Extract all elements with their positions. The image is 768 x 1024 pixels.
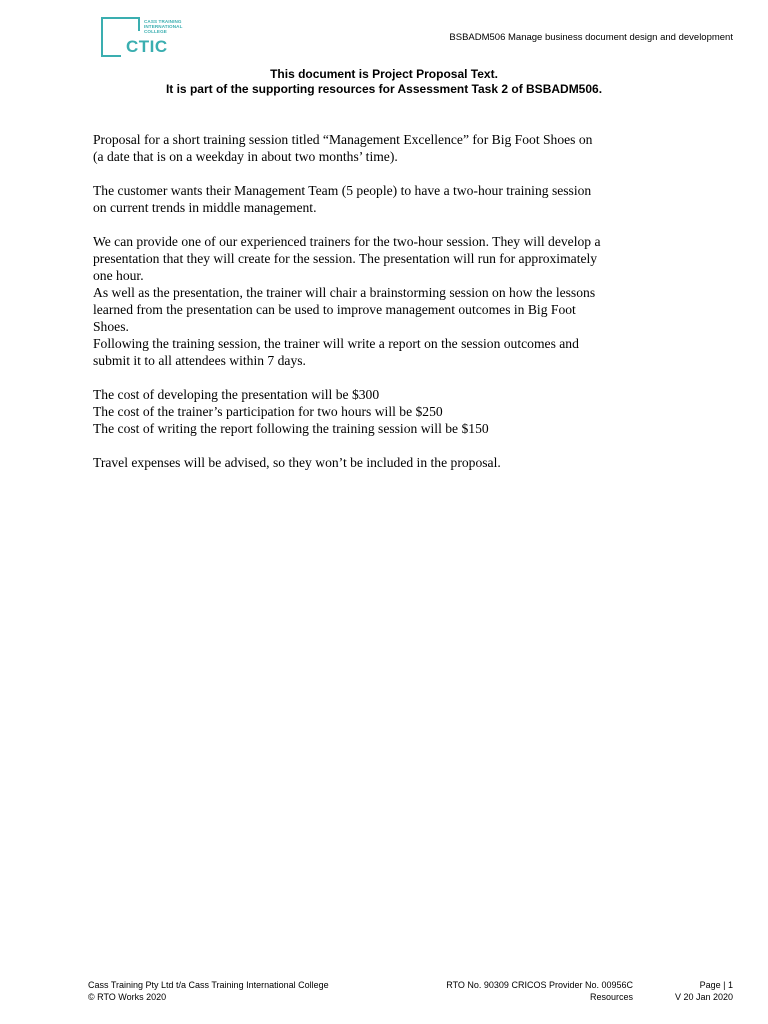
- header-unit-title: BSBADM506 Manage business document design and development: [449, 32, 733, 43]
- logo-small-line1: CASS TRAINING: [144, 19, 182, 24]
- title-line-2: It is part of the supporting resources for Assessment Task 2 of BSBADM506.: [165, 82, 603, 96]
- ctic-logo: [101, 17, 201, 59]
- logo-acronym: CTIC: [126, 37, 168, 56]
- document-body: [93, 131, 683, 471]
- footer-rto: RTO No. 90309 CRICOS Provider No. 00956C: [446, 980, 633, 990]
- body-line: Following the training session, the trainer will write a report on the session outcomes and: [93, 336, 579, 351]
- logo-small-line2: INTERNATIONAL: [144, 24, 183, 30]
- cost-line: The cost of the trainer’s participation for two hours will be $250: [93, 404, 443, 419]
- footer-company: Cass Training Pty Ltd t/a Cass Training International College: [88, 980, 329, 990]
- logo-college-name: [144, 19, 204, 35]
- body-line: Proposal for a short training session titled “Management Excellence” for Big Foot Shoes on: [93, 132, 593, 147]
- footer-right: [675, 979, 733, 1003]
- body-line: Shoes.: [93, 319, 129, 334]
- logo-frame: [101, 17, 121, 57]
- logo-small-line3: COLLEGE: [144, 29, 167, 35]
- body-line: As well as the presentation, the trainer will chair a brainstorming session on how the lessons: [93, 285, 596, 300]
- body-line: Travel expenses will be advised, so they won’t be included in the proposal.: [93, 455, 501, 470]
- document-title: [0, 67, 768, 97]
- body-line: learned from the presentation can be used to improve management outcomes in Big Foot: [93, 302, 576, 317]
- body-line: submit it to all attendees within 7 days.: [93, 353, 306, 368]
- footer-page-number: Page | 1: [699, 980, 733, 990]
- footer-left: [88, 979, 329, 1003]
- footer-version: V 20 Jan 2020: [674, 992, 733, 1002]
- body-line: We can provide one of our experienced trainers for the two-hour session. They will develop a: [93, 234, 601, 249]
- body-line: The customer wants their Management Team (5 people) to have a two-hour training session: [93, 183, 592, 198]
- body-line: on current trends in middle management.: [93, 200, 317, 215]
- title-line-1: This document is Project Proposal Text.: [270, 67, 498, 81]
- cost-line: The cost of writing the report following the training session will be $150: [93, 421, 489, 436]
- footer-copyright: © RTO Works 2020: [88, 992, 167, 1002]
- body-line: (a date that is on a weekday in about two months’ time).: [93, 149, 398, 164]
- footer-middle: [418, 979, 633, 1003]
- body-line: presentation that they will create for the session. The presentation will run for approximately: [93, 251, 598, 266]
- body-line: one hour.: [93, 268, 144, 283]
- logo-frame-right: [138, 17, 140, 31]
- footer-resources: Resources: [589, 992, 633, 1002]
- cost-line: The cost of developing the presentation will be $300: [93, 387, 380, 402]
- logo-frame-top: [101, 17, 140, 19]
